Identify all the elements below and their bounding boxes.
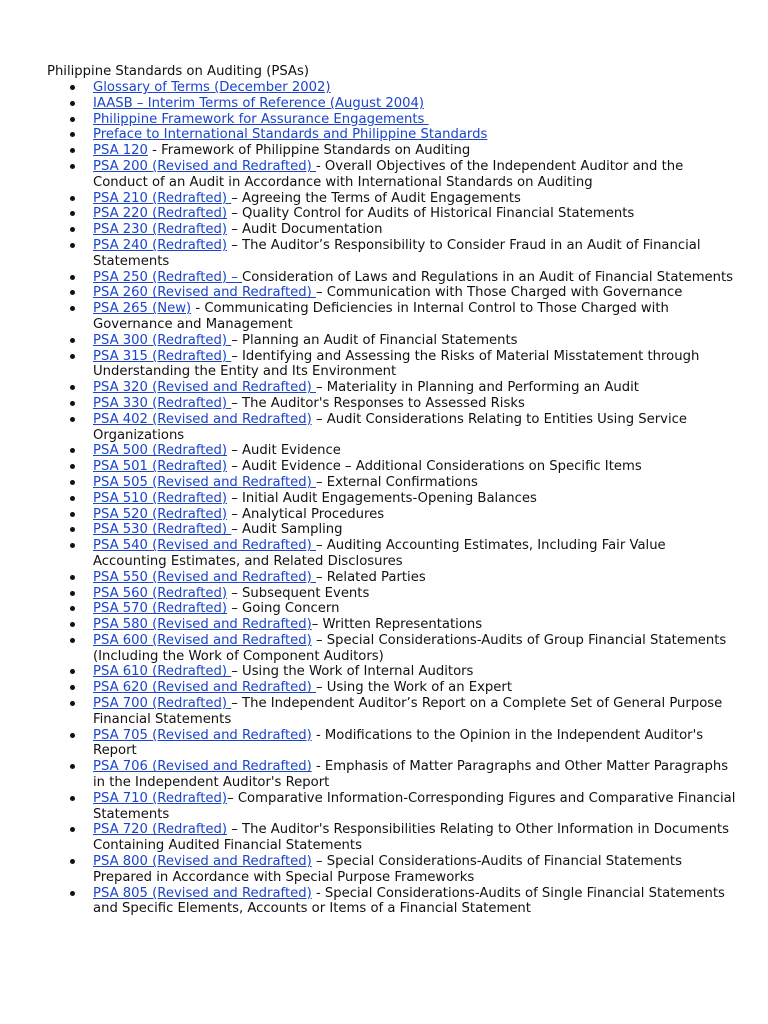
bullet-icon — [70, 891, 75, 896]
standard-link[interactable]: PSA 620 (Revised and Redrafted) — [93, 680, 316, 696]
standard-description: – Auditing Accounting Estimates, Including Fair Value Accounting Estimates, and Related Disclosures — [93, 538, 666, 569]
standard-link[interactable]: PSA 501 (Redrafted) — [93, 459, 228, 475]
list-item — [0, 570, 768, 586]
bullet-icon — [70, 338, 75, 343]
list-item — [0, 333, 768, 349]
list-item — [0, 112, 768, 128]
bullet-icon — [70, 401, 75, 406]
list-item — [0, 96, 768, 112]
bullet-icon — [70, 606, 75, 611]
standard-link[interactable]: PSA 300 (Redrafted) — [93, 332, 232, 348]
standard-description: - Overall Objectives of the Independent Auditor and the Conduct of an Audit in Accordance with International Standards on Auditing — [93, 158, 684, 190]
standard-link[interactable]: Philippine Framework for Assurance Engagements — [93, 111, 429, 127]
list-item — [0, 127, 768, 143]
standard-description: - Framework of Philippine Standards on Auditing — [147, 143, 471, 159]
list-item — [0, 443, 768, 459]
standard-link[interactable]: PSA 560 (Redrafted) — [93, 585, 228, 601]
standard-description: – Audit Considerations Relating to Entities Using Service Organizations — [93, 411, 687, 443]
list-item — [0, 222, 768, 238]
page-title: Philippine Standards on Auditing (PSAs) — [47, 64, 309, 79]
list-item — [0, 854, 768, 886]
standard-description: – Agreeing the Terms of Audit Engagements — [231, 190, 521, 206]
standard-link[interactable]: PSA 315 (Redrafted) — [93, 348, 232, 364]
bullet-icon — [70, 764, 75, 769]
standard-description: – Initial Audit Engagements-Opening Balances — [227, 490, 537, 506]
bullet-icon — [70, 117, 75, 122]
standard-link[interactable]: PSA 540 (Revised and Redrafted) — [93, 538, 316, 554]
standard-link[interactable]: PSA 700 (Redrafted) — [93, 696, 232, 712]
list-item — [0, 522, 768, 538]
bullet-icon — [70, 669, 75, 674]
standard-link[interactable]: PSA 505 (Revised and Redrafted) — [93, 474, 316, 490]
bullet-icon — [70, 685, 75, 690]
bullet-icon — [70, 132, 75, 137]
standard-link[interactable]: PSA 210 (Redrafted) — [93, 190, 232, 206]
standard-description: – Comparative Information-Corresponding Figures and Comparative Financial Statements — [93, 790, 736, 822]
standard-link[interactable]: PSA 240 (Redrafted) — [93, 237, 228, 253]
standard-description: – Audit Evidence – Additional Considerations on Specific Items — [227, 459, 642, 475]
list-item — [0, 459, 768, 475]
standard-description: – Audit Sampling — [231, 522, 343, 538]
standard-link[interactable]: PSA 200 (Revised and Redrafted) — [93, 158, 316, 174]
list-item — [0, 617, 768, 633]
standard-link[interactable]: PSA 580 (Revised and Redrafted) — [93, 617, 312, 633]
standard-link[interactable]: PSA 120 — [93, 143, 148, 159]
list-item — [0, 159, 768, 191]
standard-link[interactable]: PSA 805 (Revised and Redrafted) — [93, 885, 312, 901]
standard-link[interactable]: PSA 705 (Revised and Redrafted) — [93, 727, 312, 743]
list-item — [0, 301, 768, 333]
list-item — [0, 191, 768, 207]
standard-link[interactable]: PSA 800 (Revised and Redrafted) — [93, 854, 312, 870]
list-item — [0, 285, 768, 301]
list-item — [0, 270, 768, 286]
standard-link[interactable]: PSA 265 (New) — [93, 301, 192, 317]
list-item — [0, 586, 768, 602]
standard-link[interactable]: PSA 570 (Redrafted) — [93, 601, 228, 617]
standard-link[interactable]: PSA 402 (Revised and Redrafted) — [93, 411, 312, 427]
bullet-icon — [70, 575, 75, 580]
standard-link[interactable]: PSA 250 (Redrafted) – — [93, 269, 243, 285]
standard-description: – The Independent Auditor’s Report on a Complete Set of General Purpose Financial Statements — [93, 696, 723, 727]
list-item — [0, 601, 768, 617]
bullet-icon — [70, 354, 75, 359]
standard-description: – Audit Documentation — [227, 222, 383, 238]
standard-description: – The Auditor's Responsibilities Relating to Other Information in Documents Containing Audited Financial Statements — [93, 822, 729, 854]
bullet-icon — [70, 464, 75, 469]
bullet-icon — [70, 638, 75, 643]
list-item — [0, 680, 768, 696]
bullet-icon — [70, 211, 75, 216]
standard-description: – Analytical Procedures — [227, 506, 385, 522]
bullet-icon — [70, 496, 75, 501]
standard-link[interactable]: IAASB – Interim Terms of Reference (August 2004) — [93, 95, 425, 111]
list-item — [0, 538, 768, 570]
list-item — [0, 886, 768, 918]
standard-description: - Communicating Deficiencies in Internal Control to Those Charged with Governance and Management — [93, 301, 669, 332]
bullet-icon — [70, 101, 75, 106]
bullet-icon — [70, 148, 75, 153]
standard-link[interactable]: PSA 260 (Revised and Redrafted) — [93, 285, 316, 301]
standard-link[interactable]: PSA 530 (Redrafted) — [93, 522, 232, 538]
standard-description: – Subsequent Events — [227, 585, 370, 601]
standard-description: - Modifications to the Opinion in the Independent Auditor's Report — [93, 727, 704, 759]
list-item — [0, 633, 768, 665]
standard-link[interactable]: PSA 706 (Revised and Redrafted) — [93, 759, 312, 775]
standard-link[interactable]: PSA 330 (Redrafted) — [93, 395, 232, 411]
standard-description: – The Auditor's Responses to Assessed Risks — [231, 395, 525, 411]
standard-description: Consideration of Laws and Regulations in an Audit of Financial Statements — [242, 269, 734, 285]
standard-link[interactable]: PSA 510 (Redrafted) — [93, 490, 228, 506]
bullet-icon — [70, 196, 75, 201]
bullet-icon — [70, 701, 75, 706]
standard-description: – Materiality in Planning and Performing an Audit — [315, 380, 639, 396]
standard-description: – Communication with Those Charged with Governance — [315, 285, 683, 301]
standard-link[interactable]: Preface to International Standards and Philippine Standards — [93, 127, 488, 143]
list-item — [0, 412, 768, 444]
bullet-icon — [70, 243, 75, 248]
list-item — [0, 759, 768, 791]
standard-link[interactable]: PSA 600 (Revised and Redrafted) — [93, 632, 312, 648]
standard-link[interactable]: PSA 550 (Revised and Redrafted) — [93, 569, 316, 585]
standard-link[interactable]: PSA 220 (Redrafted) — [93, 206, 228, 222]
list-item — [0, 791, 768, 823]
list-item — [0, 507, 768, 523]
list-item — [0, 728, 768, 760]
standard-link[interactable]: PSA 500 (Redrafted) — [93, 443, 228, 459]
bullet-icon — [70, 859, 75, 864]
bullet-icon — [70, 290, 75, 295]
standard-description: – The Auditor’s Responsibility to Consider Fraud in an Audit of Financial Statements — [93, 237, 701, 269]
bullet-icon — [70, 275, 75, 280]
standard-link[interactable]: PSA 710 (Redrafted) — [93, 790, 228, 806]
standard-description: – Special Considerations-Audits of Financial Statements Prepared in Accordance with Special Purpose Frameworks — [93, 854, 682, 885]
bullet-icon — [70, 827, 75, 832]
bullet-icon — [70, 480, 75, 485]
bullet-icon — [70, 733, 75, 738]
list-item — [0, 822, 768, 854]
list-item — [0, 206, 768, 222]
bullet-icon — [70, 622, 75, 627]
list-item — [0, 349, 768, 381]
standard-link[interactable]: PSA 320 (Revised and Redrafted) — [93, 380, 316, 396]
bullet-icon — [70, 796, 75, 801]
list-item — [0, 238, 768, 270]
bullet-icon — [70, 385, 75, 390]
standard-description: – Special Considerations-Audits of Group Financial Statements (Including the Work of Component Auditors) — [93, 632, 727, 664]
standard-link[interactable]: PSA 610 (Redrafted) — [93, 664, 232, 680]
list-item — [0, 475, 768, 491]
standard-description: – Quality Control for Audits of Historical Financial Statements — [227, 206, 635, 222]
bullet-icon — [70, 227, 75, 232]
list-item — [0, 396, 768, 412]
standard-link[interactable]: Glossary of Terms (December 2002) — [93, 80, 331, 95]
bullet-icon — [70, 448, 75, 453]
bullet-icon — [70, 417, 75, 422]
standard-link[interactable]: PSA 230 (Redrafted) — [93, 222, 228, 238]
list-item — [0, 143, 768, 159]
bullet-icon — [70, 512, 75, 517]
standard-description: – Going Concern — [227, 601, 340, 617]
bullet-icon — [70, 164, 75, 169]
standard-description: - Special Considerations-Audits of Single Financial Statements and Specific Elements, Accounts or Items of a Financial Statement — [93, 885, 725, 917]
list-item — [0, 491, 768, 507]
list-item — [0, 80, 768, 96]
standard-description: – Audit Evidence — [227, 443, 341, 459]
standard-description: – Related Parties — [315, 569, 426, 585]
bullet-icon — [70, 306, 75, 311]
standard-description: – Written Representations — [311, 617, 483, 633]
bullet-icon — [70, 527, 75, 532]
list-item — [0, 380, 768, 396]
standard-description: – Using the Work of Internal Auditors — [231, 664, 474, 680]
standard-link[interactable]: PSA 720 (Redrafted) — [93, 822, 228, 838]
bullet-icon — [70, 85, 75, 90]
bullet-icon — [70, 591, 75, 596]
standard-link[interactable]: PSA 520 (Redrafted) — [93, 506, 228, 522]
standard-description: – Planning an Audit of Financial Statements — [231, 332, 518, 348]
standard-description: – Using the Work of an Expert — [315, 680, 513, 696]
list-item — [0, 696, 768, 728]
standards-list — [0, 80, 768, 917]
list-item — [0, 664, 768, 680]
bullet-icon — [70, 543, 75, 548]
standard-description: – Identifying and Assessing the Risks of Material Misstatement through Understanding the Entity and Its Environment — [93, 348, 700, 380]
standard-description: - Emphasis of Matter Paragraphs and Other Matter Paragraphs in the Independent Auditor's Report — [93, 759, 729, 791]
standard-description: – External Confirmations — [315, 474, 478, 490]
